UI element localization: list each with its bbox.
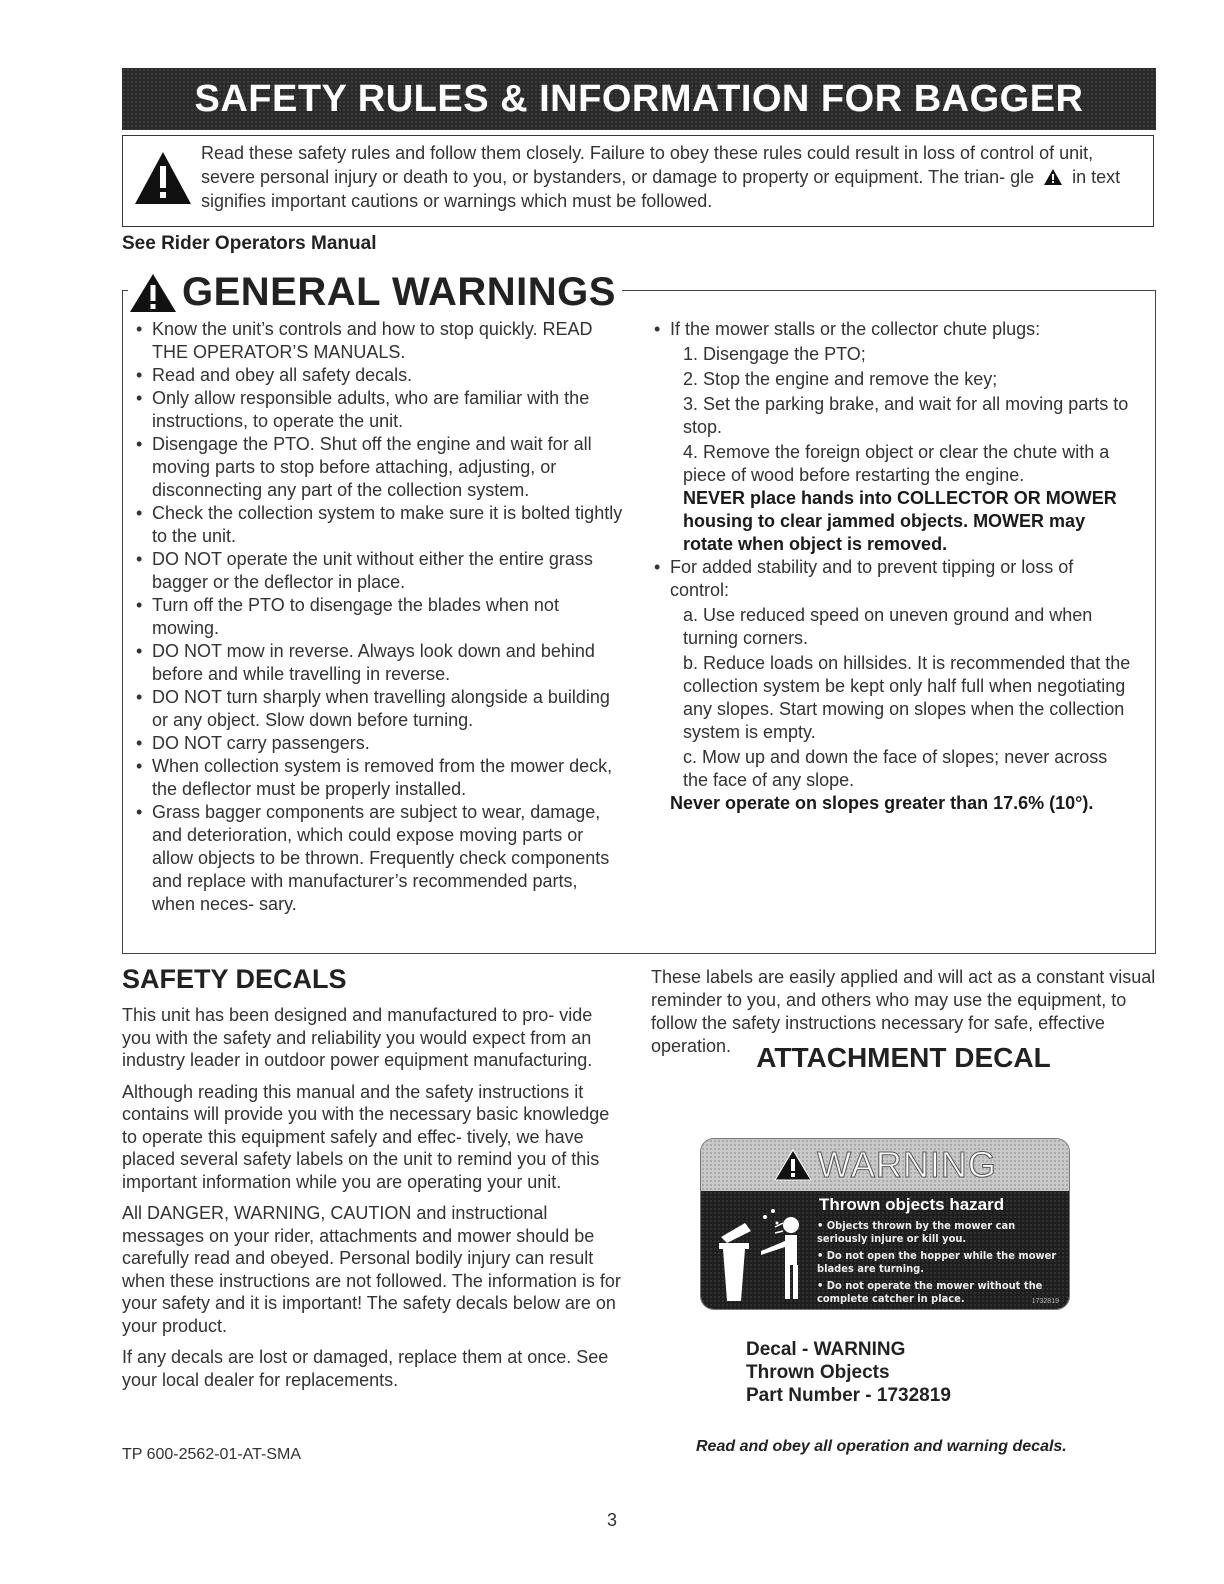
slope-warning: Never operate on slopes greater than 17.6% (10°). (670, 793, 1094, 813)
decal-caption-line: Thrown Objects (746, 1362, 890, 1383)
stall-step: 3. Set the parking brake, and wait for all moving parts to stop. (683, 394, 1129, 437)
warning-triangle-icon (128, 272, 178, 314)
warning-item: • Only allow responsible adults, who are familiar with the instructions, to operate the unit. (134, 387, 624, 433)
decal-item: • Do not open the hopper while the mower blades are turning. (817, 1249, 1057, 1275)
warning-item: • DO NOT carry passengers. (134, 732, 624, 755)
general-warnings-left-column (134, 318, 624, 916)
general-warnings-heading (128, 270, 622, 315)
warning-item: • When collection system is removed from the mower deck, the deflector must be properly installed. (134, 755, 624, 801)
decal-body (701, 1191, 1069, 1309)
intro-text-before: Read these safety rules and follow them closely. Failure to obey these rules could result in loss of control of unit, severe personal injury or death to you, or bystanders, or damage to property or equipment. The trian- gle (201, 143, 1094, 187)
safety-decals-paragraph: This unit has been designed and manufactured to pro- vide you with the safety and reliability you would expect from an industry leader in outdoor power equipment manufacturing. (122, 1005, 593, 1070)
stall-step: 4. Remove the foreign object or clear the chute with a piece of wood before restarting the engine. (683, 442, 1110, 485)
decal-items (817, 1219, 1067, 1309)
warning-item: • Turn off the PTO to disengage the blades when not mowing. (134, 594, 624, 640)
intro-text (201, 141, 1151, 213)
stability-step: a. Use reduced speed on uneven ground and when turning corners. (683, 605, 1093, 648)
general-warnings-rule (575, 290, 1156, 291)
decal-header-text: WARNING (817, 1144, 997, 1185)
attachment-decal-title: ATTACHMENT DECAL (756, 1042, 1051, 1073)
warning-decal-image (700, 1138, 1070, 1310)
thrown-objects-figure-icon (715, 1197, 815, 1305)
page-banner (122, 68, 1156, 130)
warning-item: • Read and obey all safety decals. (134, 364, 624, 387)
safety-decals-title: SAFETY DECALS (122, 964, 347, 994)
read-obey-note: Read and obey all operation and warning decals. (696, 1438, 1067, 1455)
warning-item: • Grass bagger components are subject to wear, damage, and deterioration, which could expose moving parts or allow objects to be thrown. Frequently check components and replace with manufacturer’s recommended parts, when neces- sary. (134, 801, 624, 916)
general-warnings-title: GENERAL WARNINGS (182, 270, 616, 314)
decal-part-code: 1732819 (1031, 1298, 1059, 1305)
warning-triangle-icon (773, 1148, 813, 1182)
intro-box (122, 135, 1154, 227)
stability-step: b. Reduce loads on hillsides. It is recommended that the collection system be kept only half full when negotiating any slopes. Start mowing on slopes when the collection system is empty. (683, 653, 1131, 742)
stall-step: 1. Disengage the PTO; (683, 344, 866, 364)
decal-caption (746, 1338, 951, 1407)
warning-item: • Check the collection system to make sure it is bolted tightly to the unit. (134, 502, 624, 548)
safety-decals-paragraph: If any decals are lost or damaged, replace them at once. See your local dealer for replacements. (122, 1347, 609, 1390)
inline-warning-triangle-icon (1044, 169, 1062, 185)
decal-caption-line: Part Number - 1732819 (746, 1385, 951, 1406)
safety-decals-paragraph: Although reading this manual and the safety instructions it contains will provide you with the necessary basic knowledge to operate this equipment safely and effec- tively, we have placed several safety labels on the unit to remind you of this important information while you are operating your unit. (122, 1081, 610, 1192)
see-rider-manual: See Rider Operators Manual (122, 233, 377, 254)
warning-item: • Know the unit’s controls and how to stop quickly. READ THE OPERATOR’S MANUALS. (134, 318, 624, 364)
decal-header (701, 1139, 1069, 1191)
safety-decals-paragraph: All DANGER, WARNING, CAUTION and instructional messages on your rider, attachments and mower should be carefully read and obeyed. Personal bodily injury can result when these instructions are not followed. The information is for your safety and it is important! The safety decals below are on your product. (122, 1203, 621, 1336)
stall-intro: • If the mower stalls or the collector chute plugs: (652, 318, 1132, 341)
safety-decals-body (122, 1004, 622, 1400)
warning-item: • DO NOT operate the unit without either the entire grass bagger or the deflector in place. (134, 548, 624, 594)
general-warnings-right-column (652, 318, 1132, 815)
warning-item: • DO NOT turn sharply when travelling alongside a building or any object. Slow down before turning. (134, 686, 624, 732)
stability-step: c. Mow up and down the face of slopes; never across the face of any slope. (683, 747, 1108, 790)
tp-code: TP 600-2562-01-AT-SMA (122, 1446, 302, 1463)
stall-warning: NEVER place hands into COLLECTOR OR MOWER housing to clear jammed objects. MOWER may rotate when object is removed. (683, 488, 1117, 554)
decal-caption-line: Decal - WARNING (746, 1339, 906, 1360)
decal-hazard-text: Thrown objects hazard (819, 1195, 1005, 1214)
page-number: 3 (606, 1510, 617, 1530)
banner-title: SAFETY RULES & INFORMATION FOR BAGGER (194, 77, 1084, 120)
stability-intro: • For added stability and to prevent tipping or loss of control: (652, 556, 1132, 602)
decal-item: • Do not operate the mower without the complete catcher in place. (817, 1279, 1043, 1305)
warning-item: • DO NOT mow in reverse. Always look down and behind before and while travelling in reverse. (134, 640, 624, 686)
stall-step: 2. Stop the engine and remove the key; (683, 369, 998, 389)
labels-paragraph: These labels are easily applied and will act as a constant visual reminder to you, and others who may use the equipment, to follow the safety instructions necessary for safe, effective operation. (651, 967, 1156, 1056)
intro-text-after: in text signifies important cautions or warnings which must be followed. (201, 167, 1121, 211)
warning-item: • Disengage the PTO. Shut off the engine and wait for all moving parts to stop before attaching, adjusting, or disconnecting any part of the collection system. (134, 433, 624, 502)
decal-item: • Objects thrown by the mower can seriously injure or kill you. (817, 1219, 1016, 1245)
warning-triangle-icon (133, 150, 193, 206)
